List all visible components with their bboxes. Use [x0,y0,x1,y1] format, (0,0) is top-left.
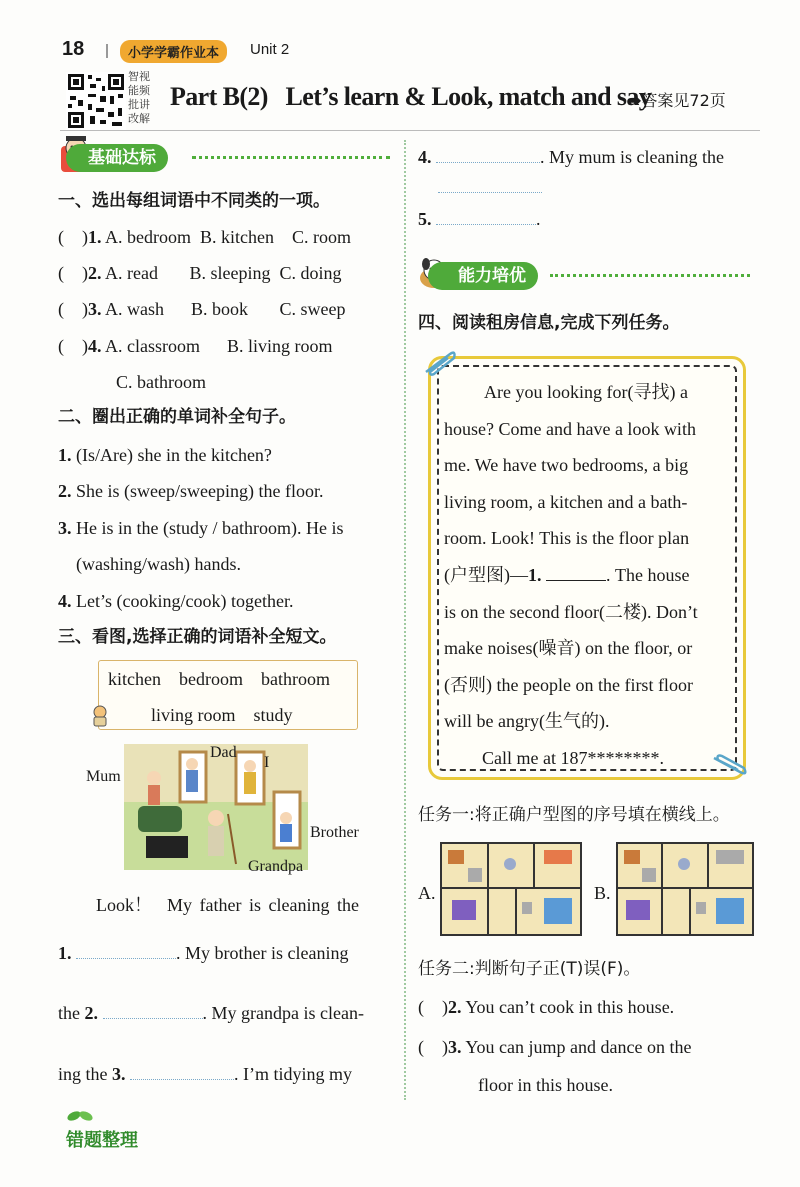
notice-line: make noises(噪音) on the floor, or [444,638,693,659]
notice-line: living room, a kitchen and a bath- [444,491,688,512]
notice-line: is on the second floor(二楼). Don’t [444,601,698,622]
answer-blank-3[interactable] [130,1063,234,1080]
section-badge-advanced: 能力培优 [428,262,538,290]
circle-sentence-4[interactable]: 4. Let’s (cooking/cook) together. [58,591,294,611]
header-divider [106,44,108,58]
floor-plan-b[interactable] [616,842,754,936]
mc-question-4-cont: C. bathroom [116,372,206,392]
title-underline [60,130,760,131]
answer-blank-1[interactable] [76,942,176,959]
dotted-rule [550,274,750,277]
mc-question-2[interactable]: ( )2. A. read B. sleeping C. doing [58,263,342,283]
page-title: Part B(2) Let’s learn & Look, match and say [170,82,652,111]
answer-paren[interactable]: ( ) [418,1037,448,1057]
word-box-row-2: living room study [151,705,293,725]
fill-question-4[interactable]: 4. . My mum is cleaning the [418,147,724,167]
answer-paren[interactable]: ( ) [418,997,448,1017]
unit-label: Unit 2 [250,41,290,58]
notice-line: (否则) the people on the first floor [444,674,693,695]
answer-paren[interactable]: ( ) [58,299,88,319]
label-brother: Brother [310,824,359,841]
part3-title: 三、看图,选择正确的词语补全短文。 [58,627,337,647]
part4-title: 四、阅读租房信息,完成下列任务。 [418,313,680,333]
plan-a-label: A. [418,883,436,903]
answer-blank-4[interactable] [436,146,540,163]
choices: A. classroom B. living room [105,336,333,356]
choices: A. bedroom B. kitchen C. room [105,227,351,247]
notice-line: house? Come and have a look with [444,418,696,439]
answer-blank-4-extra[interactable] [438,192,542,193]
plan-b-label: B. [594,883,611,903]
notice-line: Are you looking for(寻找) a [484,382,688,402]
label-dad: Dad [210,744,237,761]
answer-blank-5[interactable] [436,208,536,225]
circle-sentence-1[interactable]: 1. (Is/Are) she in the kitchen? [58,445,272,465]
notice-line-blank[interactable]: (户型图)—1. . The house [444,564,690,585]
book-badge: 小学学霸作业本 [120,40,227,63]
answer-paren[interactable]: ( ) [58,263,88,283]
notice-text [444,374,730,777]
qr-code-icon[interactable] [66,72,126,130]
task2-instruction: 任务二:判断句子正(T)误(F)。 [418,959,641,979]
answer-blank-notice[interactable] [546,564,606,581]
column-divider [404,140,406,1100]
notice-line: will be angry(生气的). [444,711,610,732]
notice-line: me. We have two bedrooms, a big [444,455,689,476]
passage-line-1: Look！ My father is cleaning the [96,895,359,915]
part2-title: 二、圈出正确的单词补全句子。 [58,407,296,427]
label-i: I [264,754,270,771]
word-box [98,660,358,730]
fill-question-5[interactable]: 5. . [418,209,541,229]
notice-line: room. Look! This is the floor plan [444,528,690,549]
floor-plan-a[interactable] [440,842,582,936]
qr-caption: 智视 能频 批讲 改解 [128,70,150,125]
answer-paren[interactable]: ( ) [58,227,88,247]
circle-sentence-2[interactable]: 2. She is (sweep/sweeping) the floor. [58,481,324,501]
page-number: 18 [62,38,85,60]
tf-question-3-cont: floor in this house. [478,1075,613,1095]
notice-line: Call me at 187********. [482,747,664,768]
section-badge-basic: 基础达标 [66,144,168,172]
passage-line-2[interactable]: 1. . My brother is cleaning [58,943,349,963]
word-box-row-1: kitchen bedroom bathroom [108,669,330,689]
label-grandpa: Grandpa [248,858,304,875]
choices: A. wash B. book C. sweep [105,299,346,319]
label-mum: Mum [86,768,121,785]
answer-blank-2[interactable] [103,1002,203,1019]
choices: A. read B. sleeping C. doing [105,263,342,283]
household-picture [124,744,308,870]
tf-question-3[interactable]: ( )3. You can jump and dance on the [418,1037,692,1057]
mc-question-4[interactable]: ( )4. A. classroom B. living room [58,336,333,356]
circle-sentence-3[interactable]: 3. He is in the (study / bathroom). He is [58,518,344,538]
tf-question-2[interactable]: ( )2. You can’t cook in this house. [418,997,675,1017]
passage-line-3[interactable]: the 2. . My grandpa is clean- [58,1003,364,1023]
passage-line-4[interactable]: ing the 3. . I’m tidying my [58,1064,352,1084]
task1-instruction: 任务一:将正确户型图的序号填在横线上。 [418,805,730,825]
pencil-icon [90,704,110,733]
answer-reference: ➡答案见72页 [628,91,726,110]
circle-sentence-3-cont[interactable]: (washing/wash) hands. [76,554,241,574]
part1-title: 一、选出每组词语中不同类的一项。 [58,191,330,211]
answer-paren[interactable]: ( ) [58,336,88,356]
footer-error-review[interactable]: 错题整理 [66,1130,138,1151]
dotted-rule [192,156,390,159]
mc-question-3[interactable]: ( )3. A. wash B. book C. sweep [58,299,346,319]
mc-question-1[interactable]: ( )1. A. bedroom B. kitchen C. room [58,227,351,247]
